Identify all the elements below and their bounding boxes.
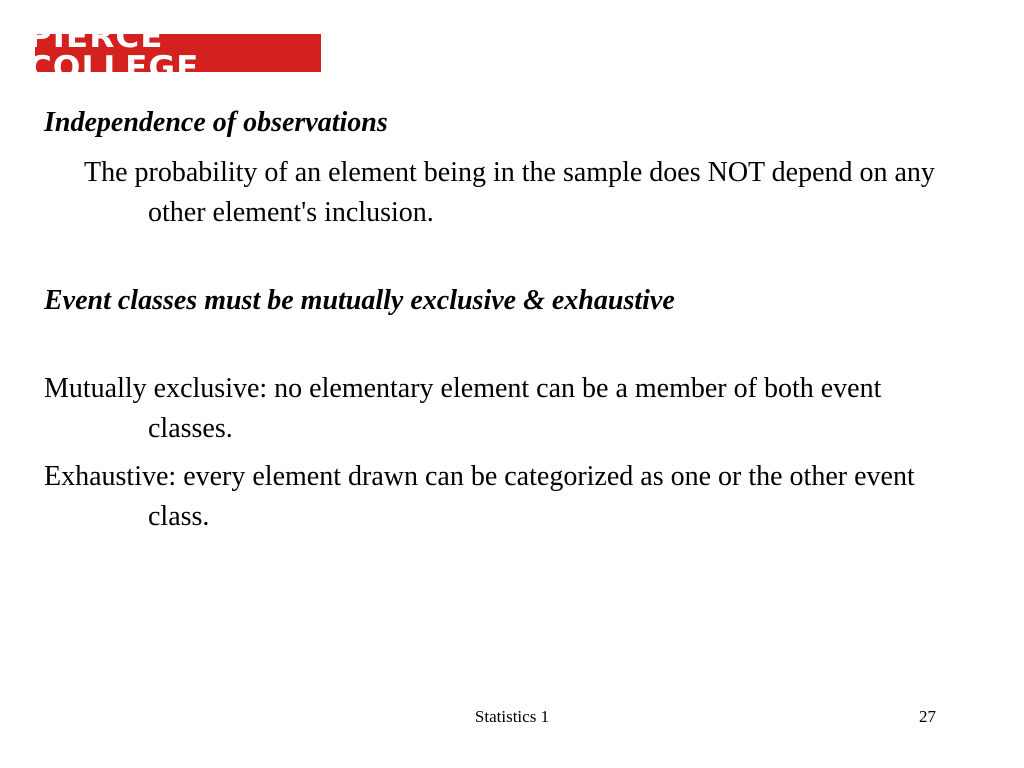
page-number: 27	[919, 707, 936, 726]
heading-independence: Independence of observations	[44, 107, 388, 138]
footer-title: Statistics 1	[474, 707, 550, 726]
heading-event-classes: Event classes must be mutually exclusive & exhaustive	[44, 285, 675, 316]
spacer	[44, 449, 944, 457]
exhaustive-definition: Exhaustive: every element drawn can be categorized as one or the other event class.	[44, 461, 915, 532]
slide-body	[44, 103, 944, 537]
spacer	[44, 233, 944, 281]
independence-description: The probability of an element being in the sample does NOT depend on any other element's inclusion.	[84, 157, 935, 228]
spacer	[44, 321, 944, 369]
mutually-exclusive-definition: Mutually exclusive: no elementary element can be a member of both event classes.	[44, 373, 882, 444]
logo-text: PIERCE COLLEGE	[27, 19, 200, 86]
pierce-college-logo	[27, 19, 321, 86]
